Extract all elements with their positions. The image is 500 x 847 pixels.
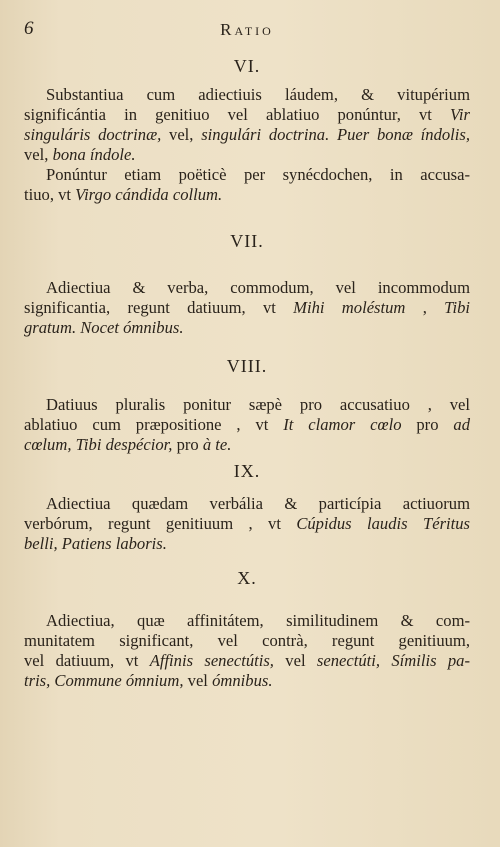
rule-text: tiuo, vt [24,185,76,204]
rule-text: vel [273,651,317,670]
text-line [24,145,470,165]
rule-text: Adiectiua & verba, commodum, vel incommodum [46,278,470,297]
text-line [24,435,470,455]
text-line [24,185,470,205]
rule-section [24,568,470,691]
text-line [24,671,470,691]
rule-text: Ponúntur etiam poëticè per synécdochen, in accusa- [46,165,470,184]
latin-example: à te. [202,435,232,454]
latin-example: It clamor cœlo [283,415,402,434]
rules-body [24,56,470,691]
text-line [24,514,470,534]
rule-paragraph [24,494,470,554]
latin-example: Cúpidus laudis Téritus [296,514,470,533]
text-line [24,105,470,125]
rule-text: Adiectiua, quæ affinitátem, similitudinem & com- [46,611,470,630]
latin-example: cœlum, Tibi despécior, [24,435,173,454]
latin-example: gratum. Nocet ómnibus. [24,318,184,337]
text-line [24,125,470,145]
rule-text: munitatem significant, vel contrà, regunt genitiuum, [24,631,470,650]
rule-section [24,356,470,455]
rule-number: VII. [230,231,264,251]
text-line [24,611,470,631]
rule-text: vel datiuum, vt [24,651,150,670]
rule-text: vel [183,671,213,690]
text-line [24,651,470,671]
rule-number: IX. [233,461,261,481]
rule-paragraph [24,395,470,455]
latin-example: Affinis senectútis, [149,651,274,670]
rule-number: VIII. [226,356,268,376]
latin-example: Mihi moléstum [293,298,406,317]
rule-text: pro [401,415,454,434]
rule-number: VI. [233,56,261,76]
text-line [24,534,470,554]
running-head [24,18,470,46]
latin-example: bona índole. [52,145,136,164]
text-line [24,298,470,318]
rule-text: vel, [24,145,53,164]
latin-example: Virgo cándida collum. [75,185,223,204]
rule-number: X. [237,568,257,588]
latin-example: belli, Patiens laboris. [24,534,167,553]
text-line [24,165,470,185]
rule-text: Adiectiua quædam verbália & particípia actiuorum [46,494,470,513]
rule-section [24,461,470,554]
rule-section [24,56,470,205]
latin-example: ad [453,415,470,434]
latin-example: senectúti, Símilis pa- [316,651,470,670]
rule-text: significantia, regunt datiuum, vt [24,298,294,317]
rule-text: Datiuus pluralis ponitur sæpè pro accusatiuo , vel [46,395,470,414]
text-line [24,631,470,651]
text-line [24,278,470,298]
rule-text: pro [172,435,203,454]
text-line [24,395,470,415]
rule-paragraph [24,85,470,165]
latin-example: Tibi [444,298,470,317]
latin-example: singulári doctrina. Puer bonæ índolis, [201,125,470,144]
rule-paragraph [24,165,470,205]
rule-text: vel, [161,125,202,144]
rule-text: verbórum, regunt genitiuum , vt [24,514,297,533]
rule-text: significántia in genitiuo vel ablatiuo ponúntur, vt [24,105,451,124]
rule-text: Substantiua cum adiectiuis láudem, & vitupérium [46,85,470,104]
rule-section [24,231,470,338]
text-line [24,415,470,435]
latin-example: tris, Commune ómnium, [24,671,184,690]
page-number: 6 [24,18,34,39]
rule-text: , [405,298,445,317]
text-line [24,85,470,105]
rule-paragraph [24,278,470,338]
text-line [24,318,470,338]
running-title: Ratio [220,20,274,39]
latin-example: Vir [450,105,470,124]
rule-text: ablatiuo cum præpositione , vt [24,415,284,434]
rule-paragraph [24,611,470,691]
text-line [24,494,470,514]
latin-example: ómnibus. [212,671,273,690]
latin-example: singuláris doctrinæ, [24,125,162,144]
